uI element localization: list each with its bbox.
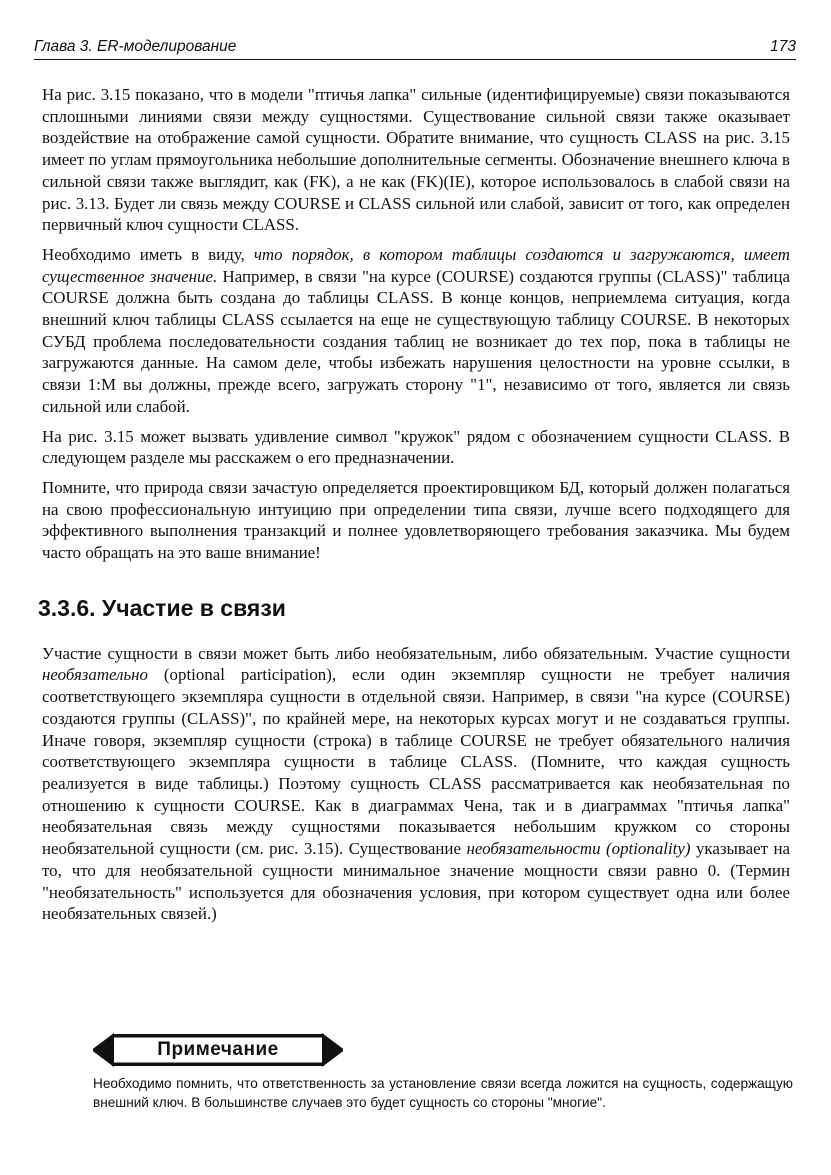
paragraph-4: Помните, что природа связи зачастую определяется проектировщиком БД, который должен полагаться на свою профессиональную интуицию при определении типа связи, лучше всего подходящего для эффективного выполнения транзакций и полнее удовлетворяющего требования заказчика. Мы будем часто обращать на это ваше внимание! — [42, 477, 790, 563]
paragraph-2-rest: Например, в связи "на курсе (COURSE) создаются группы (CLASS)" таблица COURSE должна быть создана до таблицы CLASS. В конце концов, неприемлема ситуация, когда внешний ключ таблицы CLASS ссылается на еще не существующую таблицу COURSE. В некоторых СУБД проблема последовательности создания таблиц не возникает до тех пор, пока в таблицы не загружаются данные. На самом деле, чтобы избежать нарушения целостности на уровне ссылки, в связи 1:М вы должны, прежде всего, загружать сторону "1", независимо от того, является ли связь сильной или слабой. — [42, 266, 790, 416]
paragraph-2-emphasis: что порядок, в котором таблицы создаются и загружаются, имеет существенное значение. — [42, 244, 790, 286]
section-heading: 3.3.6. Участие в связи — [38, 594, 286, 621]
running-head — [34, 36, 796, 60]
paragraph-5 — [42, 643, 790, 925]
note-banner — [93, 1033, 343, 1067]
note-text: Необходимо помнить, что ответственность за установление связи всегда ложится на сущность, содержащую внешний ключ. В большинстве случаев это будет сущность со стороны "многие". — [93, 1076, 793, 1110]
note-label: Примечание — [157, 1039, 279, 1060]
paragraph-5-part-b: (optional participation), если один экземпляр сущности не требует наличия соответствующего экземпляра сущности в отдельной связи. Например, в связи "на курсе (COURSE) создаются группы (CLASS)", по крайней мере, на некоторых курсах могут и не создаваться группы. Иначе говоря, экземпляр сущности (строка) в таблице COURSE не требует обязательного наличия соответствующего экземпляра сущности в таблице CLASS. (Помните, что каждая сущность реализуется в виде таблицы.) Поэтому сущность CLASS рассматривается как необязательная по отношению к сущности COURSE. Как в диаграммах Чена, так и в диаграммах "птичья лапка" необязательная связь между сущностями показывается небольшим кружком со стороны необязательной сущности (см. рис. 3.15). Существование — [42, 665, 790, 859]
paragraph-5-part-a: Участие сущности в связи может быть либо необязательным, либо обязательным. Участие сущности — [42, 643, 790, 663]
paragraph-5-emphasis-2: необязательности (optionality) — [466, 839, 691, 859]
paragraph-5-part-c: указывает на то, что для необязательной сущности минимальное значение мощности связи равно 0. (Термин "необязательность" используется для обозначения условия, при котором существует одна или более необязательных связей.) — [42, 839, 791, 924]
note-box — [93, 1033, 793, 1112]
paragraph-3: На рис. 3.15 может вызвать удивление символ "кружок" рядом с обозначением сущности CLASS. В следующем разделе мы расскажем о его предназначении. — [42, 426, 790, 468]
paragraph-2 — [42, 244, 790, 418]
paragraph-5-emphasis-1: необязательно — [42, 665, 148, 685]
page-number: 173 — [770, 38, 796, 55]
body-text — [38, 84, 791, 933]
chapter-title: Глава 3. ER-моделирование — [34, 38, 237, 55]
paragraph-1: На рис. 3.15 показано, что в модели "птичья лапка" сильные (идентифицируемые) связи показываются сплошными линиями связи между сущностями. Существование сильной связи также оказывает воздействие на отображение самой сущности. Обратите внимание, что сущность CLASS на рис. 3.15 имеет по углам прямоугольника небольшие дополнительные сегменты. Обозначение внешнего ключа в сильной связи также выглядит, как (FK), а не как (FK)(IE), которое использовалось в слабой связи на рис. 3.13. Будет ли связь между COURSE и CLASS сильной или слабой, зависит от того, как определен первичный ключ сущности CLASS. — [42, 85, 790, 235]
paragraph-2-lead: Необходимо иметь в виду, — [42, 244, 254, 264]
